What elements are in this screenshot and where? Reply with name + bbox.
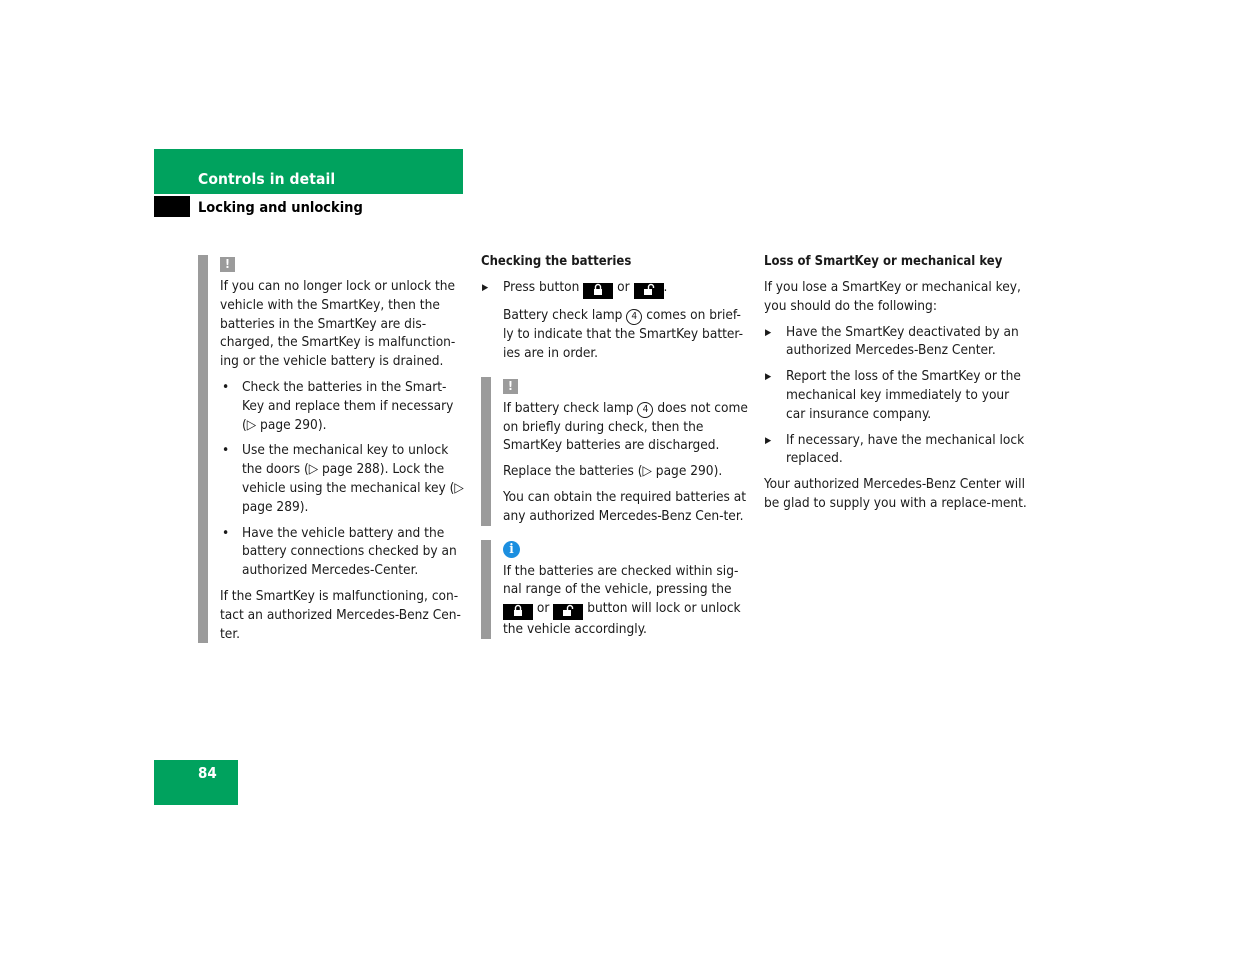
step-item: ▶ Have the SmartKey deactivated by an authorized Mercedes-Benz Center.: [764, 323, 1032, 361]
lamp-text-after: comes on brief-ly to indicate that the SmartKey batter-ies are in order.: [503, 307, 743, 361]
note-bar: [481, 377, 491, 526]
lamp-number: 4: [637, 402, 653, 418]
unlock-icon: [634, 283, 664, 299]
warning-icon: !: [220, 257, 235, 272]
lamp-number: 4: [626, 309, 642, 325]
bullet-item: • Have the vehicle battery and the battery connections checked by an authorized Mercedes-Center.: [220, 524, 468, 580]
warning-text-after: does not come on briefly during check, then the SmartKey batteries are discharged.: [503, 399, 748, 454]
warning-p1: [503, 399, 751, 456]
step-suffix: .: [663, 279, 668, 295]
subsection-marker: [154, 196, 190, 217]
column-2: [481, 253, 751, 646]
subsection-title: Locking and unlocking: [198, 200, 363, 216]
loss-intro: If you lose a SmartKey or mechanical key, you should do the following:: [764, 279, 1021, 314]
info-text-after: button will lock or unlock the vehicle accordingly.: [503, 600, 741, 638]
bullet-item: • Use the mechanical key to unlock the doors (▷ page 288). Lock the vehicle using the mechanical key (▷ page 289).: [220, 441, 468, 516]
info-text-before: If the batteries are checked within sig-nal range of the vehicle, pressing the: [503, 562, 739, 598]
column-1: [198, 255, 468, 650]
bullet-item: • Check the batteries in the Smart-Key and replace them if necessary (▷ page 290).: [220, 378, 468, 434]
column-3: [764, 253, 1032, 520]
warning-closing: If the SmartKey is malfunctioning, con-tact an authorized Mercedes-Benz Cen-ter.: [220, 587, 461, 642]
lock-icon: [503, 604, 533, 620]
step-item: [481, 278, 751, 299]
step-or: or: [617, 279, 630, 295]
unlock-icon: [553, 604, 583, 620]
page-number-box: [154, 760, 238, 805]
warning-icon: !: [503, 379, 518, 394]
step-item: ▶ If necessary, have the mechanical lock replaced.: [764, 431, 1032, 469]
loss-steps: [764, 323, 1032, 469]
checking-batteries-title: Checking the batteries: [481, 254, 632, 269]
check-steps: [481, 278, 751, 299]
warning-bullets: [220, 378, 468, 580]
info-or: or: [536, 600, 550, 617]
info-icon: i: [503, 541, 520, 558]
loss-closing: Your authorized Mercedes-Benz Center will be glad to supply you with a replace-ment.: [764, 476, 1027, 511]
warning-p3: You can obtain the required batteries at any authorized Mercedes-Benz Cen-ter.: [503, 488, 747, 524]
warning-text: If battery check lamp: [503, 399, 634, 416]
info-text: [503, 562, 751, 639]
step-text: Press button: [503, 279, 580, 295]
section-title: Controls in detail: [198, 170, 336, 188]
lamp-description: [481, 306, 751, 363]
note-bar: [198, 255, 208, 643]
warning-intro: If you can no longer lock or unlock the vehicle with the SmartKey, then the batteries in the SmartKey are dis-charged, the SmartKey is malfunction-ing or the vehicle battery is drained.: [220, 278, 456, 370]
warning-p2: Replace the batteries (▷ page 290).: [503, 463, 723, 480]
loss-title: Loss of SmartKey or mechanical key: [764, 254, 1003, 269]
lamp-text: Battery check lamp: [503, 307, 623, 323]
warning-note: [198, 255, 468, 643]
page-number: 84: [198, 764, 217, 782]
note-bar: [481, 540, 491, 639]
info-note: [481, 540, 751, 639]
step-item: ▶ Report the loss of the SmartKey or the mechanical key immediately to your car insurance company.: [764, 367, 1032, 423]
battery-warning-note: [481, 377, 751, 526]
lock-icon: [583, 283, 613, 299]
